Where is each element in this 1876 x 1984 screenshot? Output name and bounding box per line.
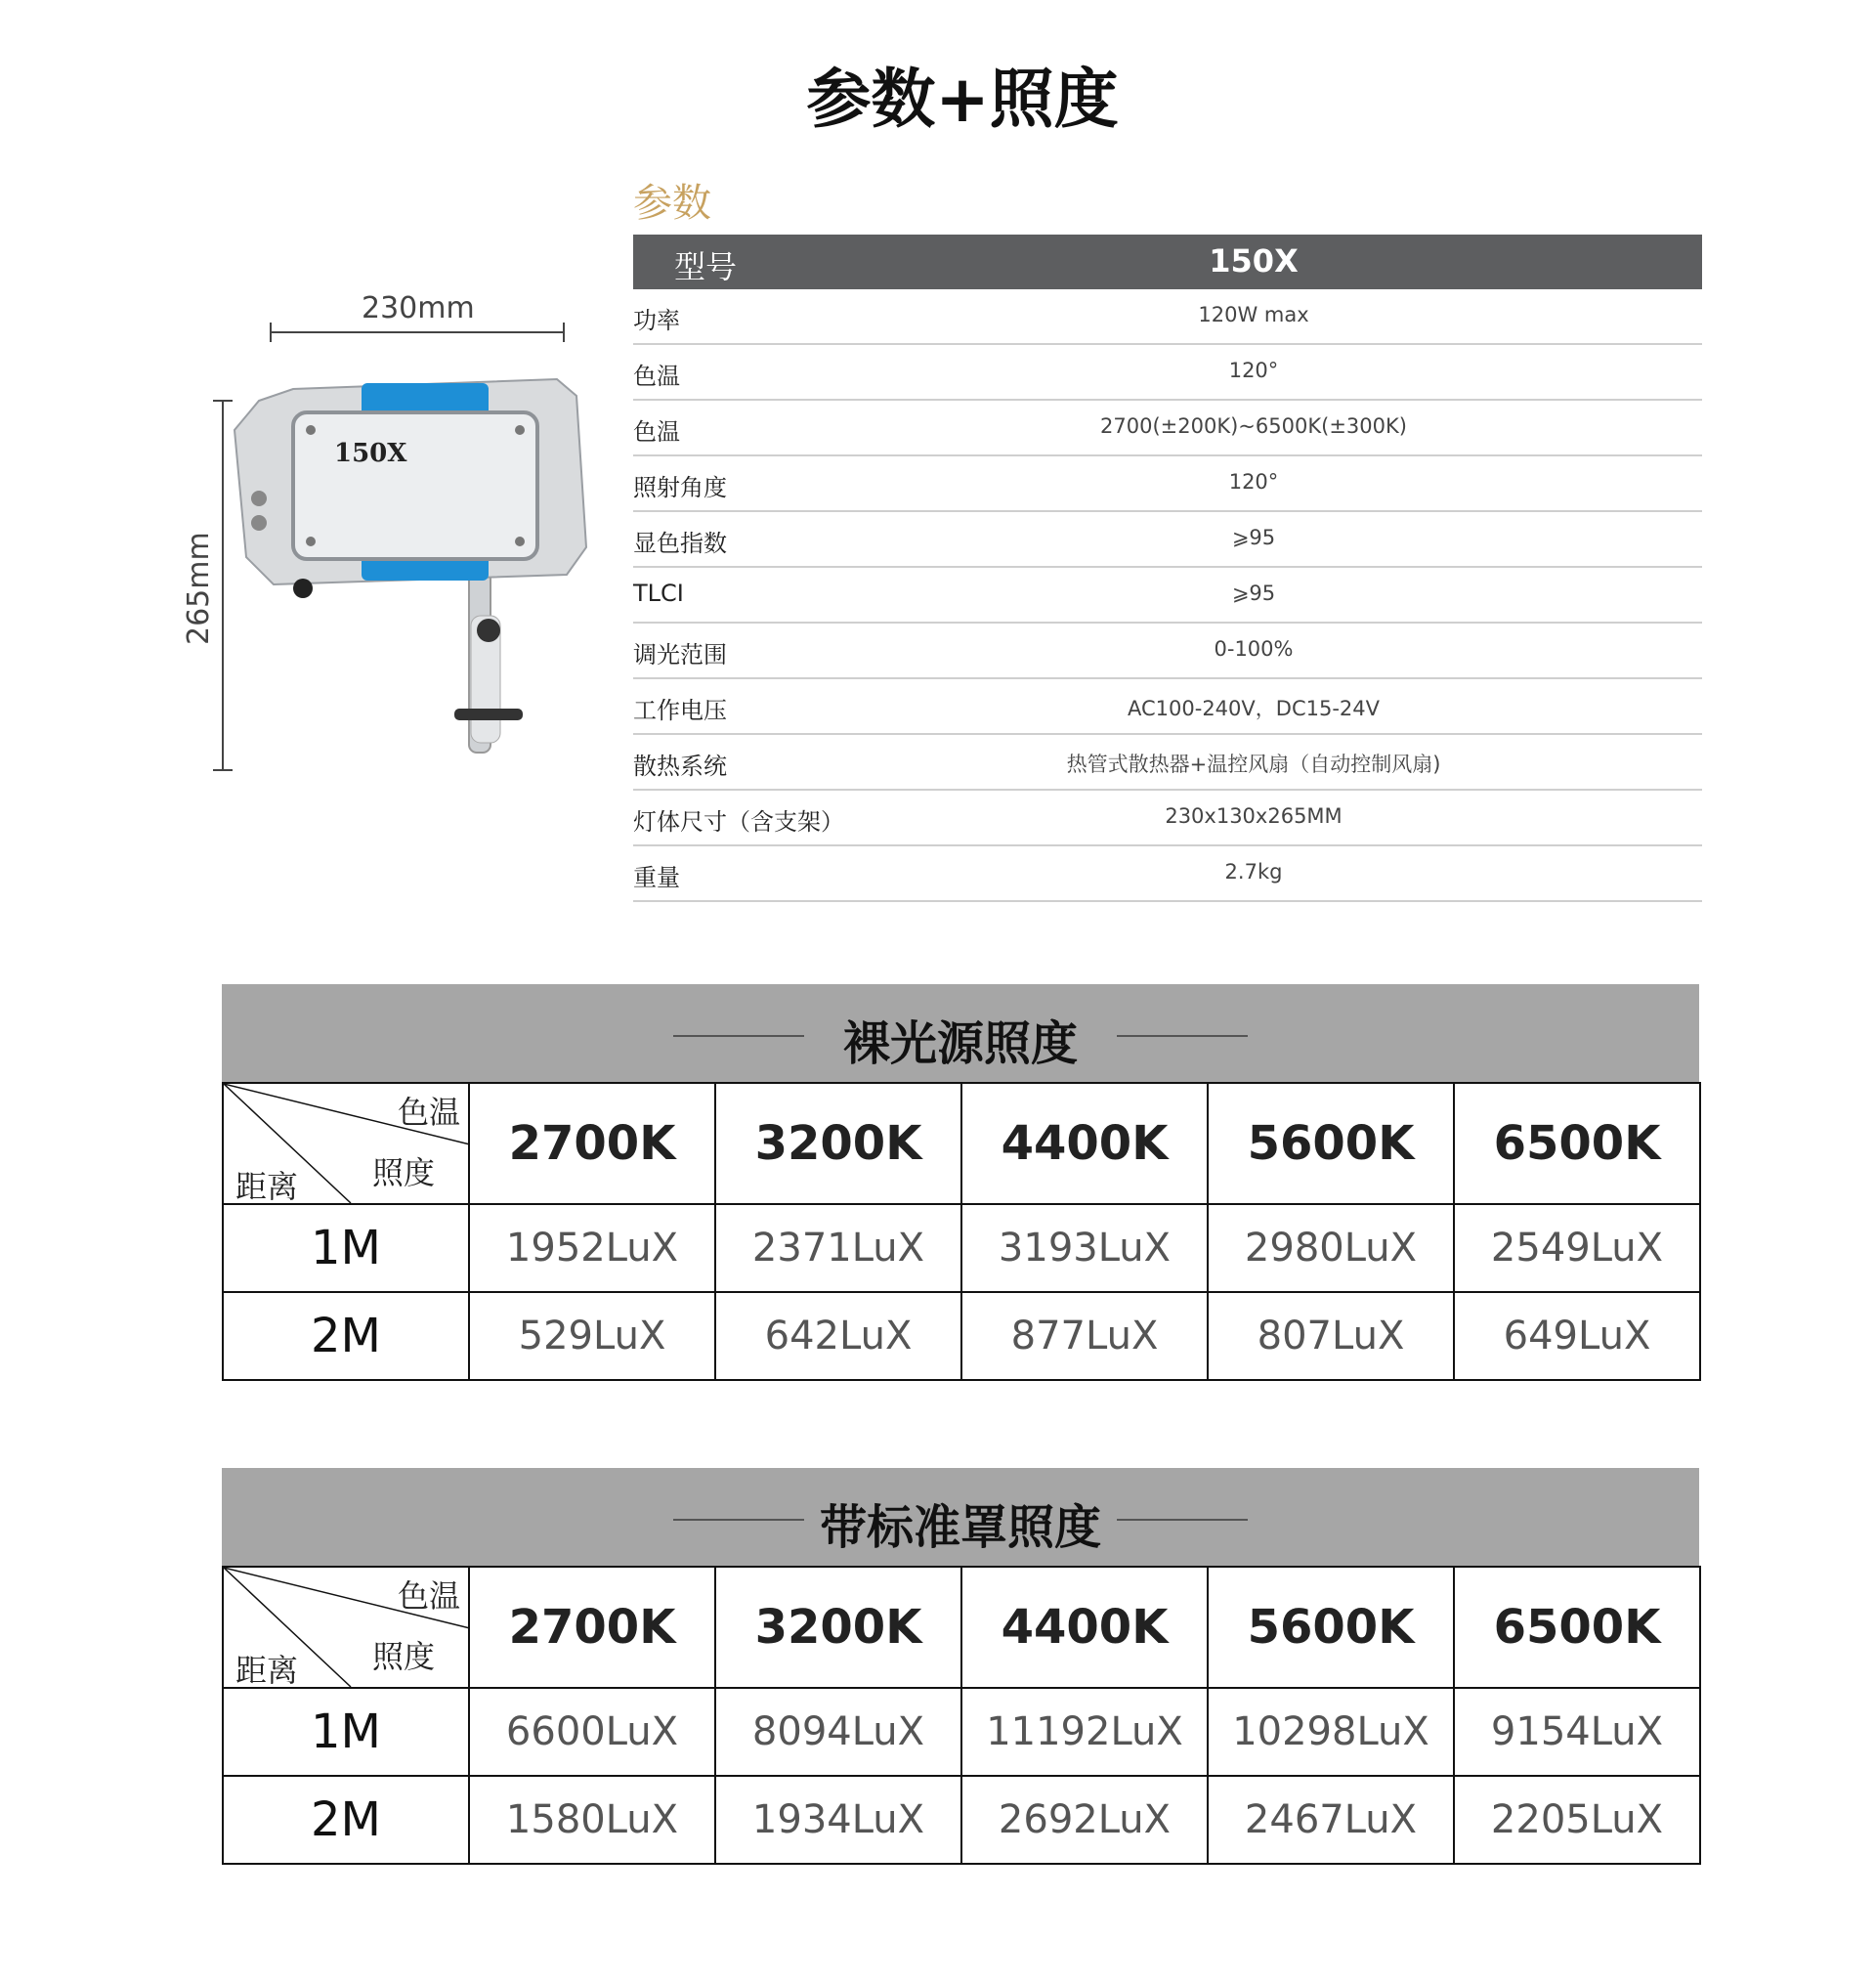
spec-row [633, 456, 1702, 512]
table-row [223, 1204, 1700, 1292]
column-header: 3200K [715, 1567, 961, 1688]
width-dimension-label: 230mm [362, 291, 475, 325]
column-header: 6500K [1454, 1083, 1700, 1204]
bare-illuminance-table [222, 984, 1699, 1381]
column-header: 2700K [469, 1567, 715, 1688]
lux-value-cell: 2980LuX [1208, 1204, 1454, 1292]
spec-row [633, 345, 1702, 401]
spec-value: AC100-240V，DC15-24V [1128, 697, 1380, 720]
spec-value: 2.7kg [1224, 860, 1283, 884]
table-title-bar [222, 984, 1699, 1082]
corner-cell [223, 1567, 469, 1688]
table-row [223, 1776, 1700, 1864]
lux-value-cell: 2692LuX [961, 1776, 1208, 1864]
corner-illuminance-label: 照度 [371, 1638, 435, 1675]
column-header: 2700K [469, 1083, 715, 1204]
column-header: 4400K [961, 1083, 1208, 1204]
spec-value: 热管式散热器+温控风扇（自动控制风扇) [1066, 753, 1441, 776]
height-dimension-label: 265mm [182, 532, 216, 645]
page-title: 参数+照度 [806, 62, 1119, 137]
corner-distance-label: 距离 [235, 1652, 299, 1689]
spec-value: 2700(±200K)~6500K(±300K) [1100, 414, 1407, 438]
spec-key: 显色指数 [633, 530, 727, 557]
lux-value-cell: 8094LuX [715, 1688, 961, 1776]
spec-key: TLCI [633, 580, 684, 607]
column-header: 5600K [1208, 1083, 1454, 1204]
lux-value-cell: 642LuX [715, 1292, 961, 1380]
spec-value: 120° [1228, 359, 1279, 382]
spec-row [633, 735, 1702, 791]
lux-value-cell: 6600LuX [469, 1688, 715, 1776]
spec-value: 0-100% [1214, 637, 1294, 661]
distance-cell: 2M [223, 1292, 469, 1380]
spec-key: 色温 [633, 363, 680, 390]
lux-value-cell: 877LuX [961, 1292, 1208, 1380]
spec-heading: 参数 [633, 181, 711, 226]
spec-header-label: 型号 [674, 248, 738, 285]
spec-key: 散热系统 [633, 753, 727, 780]
title-rule-right [1117, 1519, 1248, 1521]
product-badge: 150X [334, 439, 407, 468]
corner-color-temp-label: 色温 [397, 1094, 460, 1131]
spec-key: 工作电压 [633, 697, 727, 724]
spec-value: ⩾95 [1231, 526, 1276, 549]
lux-value-cell: 649LuX [1454, 1292, 1700, 1380]
lux-value-cell: 2549LuX [1454, 1204, 1700, 1292]
corner-illuminance-label: 照度 [371, 1154, 435, 1191]
illuminance-grid [222, 1566, 1701, 1865]
spec-row [633, 401, 1702, 456]
lux-value-cell: 1952LuX [469, 1204, 715, 1292]
lux-value-cell: 10298LuX [1208, 1688, 1454, 1776]
spec-value: 120W max [1198, 303, 1309, 326]
spec-table [633, 289, 1702, 902]
column-header: 5600K [1208, 1567, 1454, 1688]
corner-color-temp-label: 色温 [397, 1577, 460, 1615]
lux-value-cell: 529LuX [469, 1292, 715, 1380]
distance-cell: 1M [223, 1688, 469, 1776]
lux-value-cell: 807LuX [1208, 1292, 1454, 1380]
spec-row [633, 289, 1702, 345]
spec-row [633, 568, 1702, 624]
spec-value: ⩾95 [1231, 582, 1276, 605]
table-title-bar [222, 1468, 1699, 1566]
column-header: 4400K [961, 1567, 1208, 1688]
spec-key: 色温 [633, 418, 680, 446]
lux-value-cell: 2467LuX [1208, 1776, 1454, 1864]
spec-header-value: 150X [1209, 242, 1299, 280]
table-row [223, 1292, 1700, 1380]
distance-cell: 1M [223, 1204, 469, 1292]
spec-header [633, 235, 1702, 289]
spec-value: 120° [1228, 470, 1279, 494]
spec-row [633, 846, 1702, 902]
table-title: 带标准罩照度 [819, 1500, 1101, 1555]
product-image [186, 323, 625, 831]
spec-value: 230x130x265MM [1165, 804, 1343, 828]
spec-row [633, 512, 1702, 568]
illuminance-grid [222, 1082, 1701, 1381]
spec-key: 照射角度 [633, 474, 727, 501]
column-header: 3200K [715, 1083, 961, 1204]
spec-key: 重量 [633, 864, 680, 891]
lux-value-cell: 11192LuX [961, 1688, 1208, 1776]
spec-key: 灯体尺寸（含支架） [633, 808, 844, 836]
lux-value-cell: 2371LuX [715, 1204, 961, 1292]
corner-cell [223, 1083, 469, 1204]
standard-reflector-illuminance-table [222, 1468, 1699, 1865]
table-row [223, 1688, 1700, 1776]
spec-row [633, 624, 1702, 679]
lux-value-cell: 9154LuX [1454, 1688, 1700, 1776]
spec-key: 调光范围 [633, 641, 727, 669]
table-title: 裸光源照度 [842, 1016, 1078, 1071]
corner-distance-label: 距离 [235, 1168, 299, 1205]
column-header: 6500K [1454, 1567, 1700, 1688]
lux-value-cell: 2205LuX [1454, 1776, 1700, 1864]
lux-value-cell: 1580LuX [469, 1776, 715, 1864]
distance-cell: 2M [223, 1776, 469, 1864]
spec-key: 功率 [633, 307, 680, 334]
lux-value-cell: 3193LuX [961, 1204, 1208, 1292]
title-rule-right [1117, 1035, 1248, 1037]
spec-row [633, 679, 1702, 735]
lux-value-cell: 1934LuX [715, 1776, 961, 1864]
spec-row [633, 791, 1702, 846]
